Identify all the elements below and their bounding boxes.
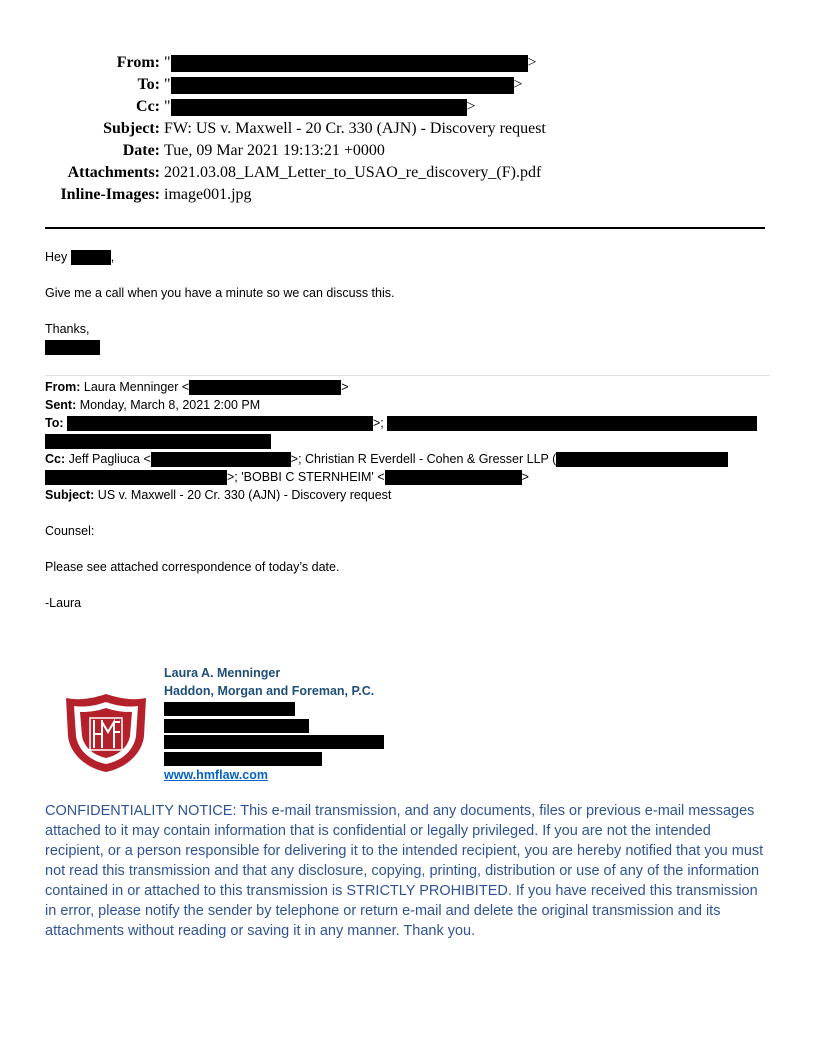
redaction-bar <box>67 416 373 431</box>
redaction-bar <box>164 735 384 749</box>
fwd-message: Please see attached correspondence of today’s date. <box>45 560 340 574</box>
fwd-subject-label: Subject: <box>45 488 95 502</box>
signature-website-row <box>164 768 268 782</box>
confidentiality-notice: CONFIDENTIALITY NOTICE: This e-mail transmission, and any documents, files or previous e-mail messages attached to it may contain information that is confidential or legally privileged. If you are not the intended recipient, or a person responsible for delivering it to the intended recipient, you are hereby notified that you must not read this transmission and that any disclosure, copying, printing, distribution or use of any of the information contained in or attached to this transmission is STRICTLY PROHIBITED. If you have received this transmission in error, please notify the sender by telephone or return e-mail and delete the original transmission and its attachments without reading or saving it in any manner. Thank you. <box>45 803 764 939</box>
redaction-bar <box>171 99 467 116</box>
fwd-cc-part3: >; 'BOBBI C STERNHEIM' < <box>227 470 385 484</box>
redaction-bar <box>164 702 295 716</box>
header-inline-images-label: Inline-Images: <box>60 186 160 203</box>
redaction-bar <box>171 77 514 94</box>
greeting-comma: , <box>110 250 115 264</box>
header-from-row <box>0 52 537 74</box>
header-from-quote: " <box>164 54 171 71</box>
header-cc-label: Cc: <box>136 98 160 115</box>
header-subject-row <box>0 118 546 140</box>
fwd-from-suffix: > <box>341 380 349 394</box>
fwd-from-value: Laura Menninger < <box>83 380 190 394</box>
header-date-row <box>0 140 385 162</box>
fwd-cc-part4: > <box>521 470 529 484</box>
header-to-row <box>0 74 523 96</box>
body-line: Give me a call when you have a minute so we can discuss this. <box>45 286 395 300</box>
redaction-bar <box>171 55 528 72</box>
redaction-bar <box>164 752 322 766</box>
signature-firm: Haddon, Morgan and Foreman, P.C. <box>164 684 375 698</box>
redaction-bar <box>189 380 341 395</box>
fwd-subject-value: US v. Maxwell - 20 Cr. 330 (AJN) - Discovery request <box>97 488 392 502</box>
header-cc-row <box>0 96 476 118</box>
fwd-from-label: From: <box>45 380 81 394</box>
header-cc-suffix: > <box>466 98 476 115</box>
greeting-line <box>45 248 114 266</box>
header-subject-value: FW: US v. Maxwell - 20 Cr. 330 (AJN) - Discovery request <box>164 120 546 137</box>
fwd-cc-part2: >; Christian R Everdell - Cohen & Gresser LLP ( <box>290 452 557 466</box>
redaction-bar <box>45 340 100 355</box>
header-cc-quote: " <box>164 98 171 115</box>
redaction-bar <box>387 416 757 431</box>
redaction-bar <box>71 250 111 265</box>
fwd-sent-label: Sent: <box>45 398 77 412</box>
fwd-signoff: -Laura <box>45 596 82 610</box>
header-from-suffix: > <box>527 54 537 71</box>
redaction-bar <box>45 434 271 449</box>
fwd-to-separator: >; <box>373 416 384 430</box>
redaction-bar <box>151 452 291 467</box>
firm-logo <box>64 692 148 774</box>
header-date-label: Date: <box>122 142 160 159</box>
fwd-subject-row <box>45 486 391 504</box>
forward-divider <box>45 375 770 376</box>
header-divider <box>45 227 765 229</box>
redaction-bar <box>45 470 227 485</box>
shield-logo-icon <box>64 692 148 774</box>
header-subject-label: Subject: <box>103 120 160 137</box>
fwd-cc-label: Cc: <box>45 452 66 466</box>
fwd-sent-value: Monday, March 8, 2021 2:00 PM <box>79 398 261 412</box>
thanks-line: Thanks, <box>45 322 90 336</box>
header-inline-images-row <box>0 184 252 206</box>
fwd-cc-row <box>45 450 728 468</box>
redaction-bar <box>385 470 522 485</box>
signature-name: Laura A. Menninger <box>164 666 281 680</box>
header-attachments-label: Attachments: <box>67 164 160 181</box>
fwd-cc-row-continued <box>45 468 529 486</box>
fwd-to-row <box>45 414 757 432</box>
header-date-value: Tue, 09 Mar 2021 19:13:21 +0000 <box>164 142 385 159</box>
greeting-text: Hey <box>45 250 68 264</box>
inline-image-filename[interactable]: image001.jpg <box>164 186 252 203</box>
website-link[interactable]: www.hmflaw.com <box>164 768 268 782</box>
fwd-to-label: To: <box>45 416 64 430</box>
header-to-suffix: > <box>513 76 523 93</box>
fwd-salutation: Counsel: <box>45 524 95 538</box>
fwd-cc-part1: Jeff Pagliuca < <box>68 452 151 466</box>
redaction-bar <box>556 452 728 467</box>
fwd-from-row <box>45 378 349 396</box>
header-attachments-row <box>0 162 541 184</box>
fwd-sent-row <box>45 396 260 414</box>
attachment-filename[interactable]: 2021.03.08_LAM_Letter_to_USAO_re_discovery_(F).pdf <box>164 164 542 181</box>
redaction-bar <box>164 719 309 733</box>
header-to-quote: " <box>164 76 171 93</box>
header-from-label: From: <box>116 54 160 71</box>
header-to-label: To: <box>137 76 160 93</box>
